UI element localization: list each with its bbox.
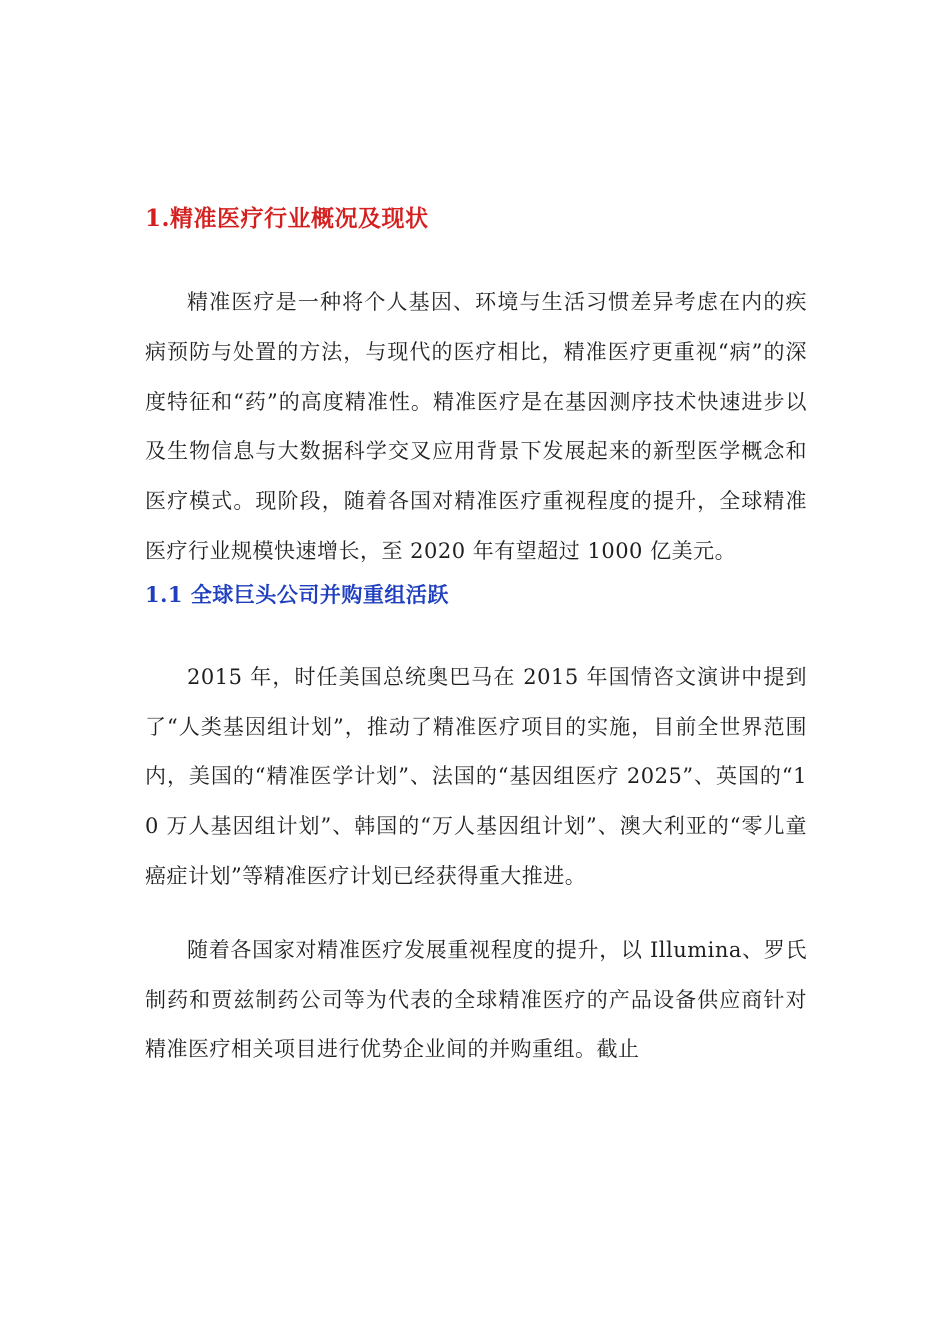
paragraph-global-plans: 2015 年，时任美国总统奥巴马在 2015 年国情咨文演讲中提到了“人类基因组计划”，推动了精准医疗项目的实施，目前全世界范围内，美国的“精准医学计划”、法国的“基因组医疗 2025”、英国的“10 万人基因组计划”、韩国的“万人基因组计划”、澳大利亚的“零儿童癌症计划”等精准医疗计划已经获得重大推进。 <box>145 664 807 888</box>
section-heading-1: 1.精准医疗行业概况及现状 <box>145 205 429 232</box>
paragraph-spacer <box>145 902 807 926</box>
document-body <box>145 202 807 1075</box>
paragraph-overview: 精准医疗是一种将个人基因、环境与生活习惯差异考虑在内的疾病预防与处置的方法，与现代的医疗相比，精准医疗更重视“病”的深度特征和“药”的高度精准性。精准医疗是在基因测序技术快速进步以及生物信息与大数据科学交叉应用背景下发展起来的新型医学概念和医疗模式。现阶段，随着各国对精准医疗重视程度的提升，全球精准医疗行业规模快速增长，至 2020 年有望超过 1000 亿美元。 <box>145 290 807 563</box>
subsection-heading-1-1: 1.1 全球巨头公司并购重组活跃 <box>145 581 449 607</box>
paragraph-mergers: 随着各国家对精准医疗发展重视程度的提升，以 Illumina、罗氏制药和贾兹制药公司等为代表的全球精准医疗的产品设备供应商针对精准医疗相关项目进行优势企业间的并购重组。截止 <box>145 937 807 1062</box>
